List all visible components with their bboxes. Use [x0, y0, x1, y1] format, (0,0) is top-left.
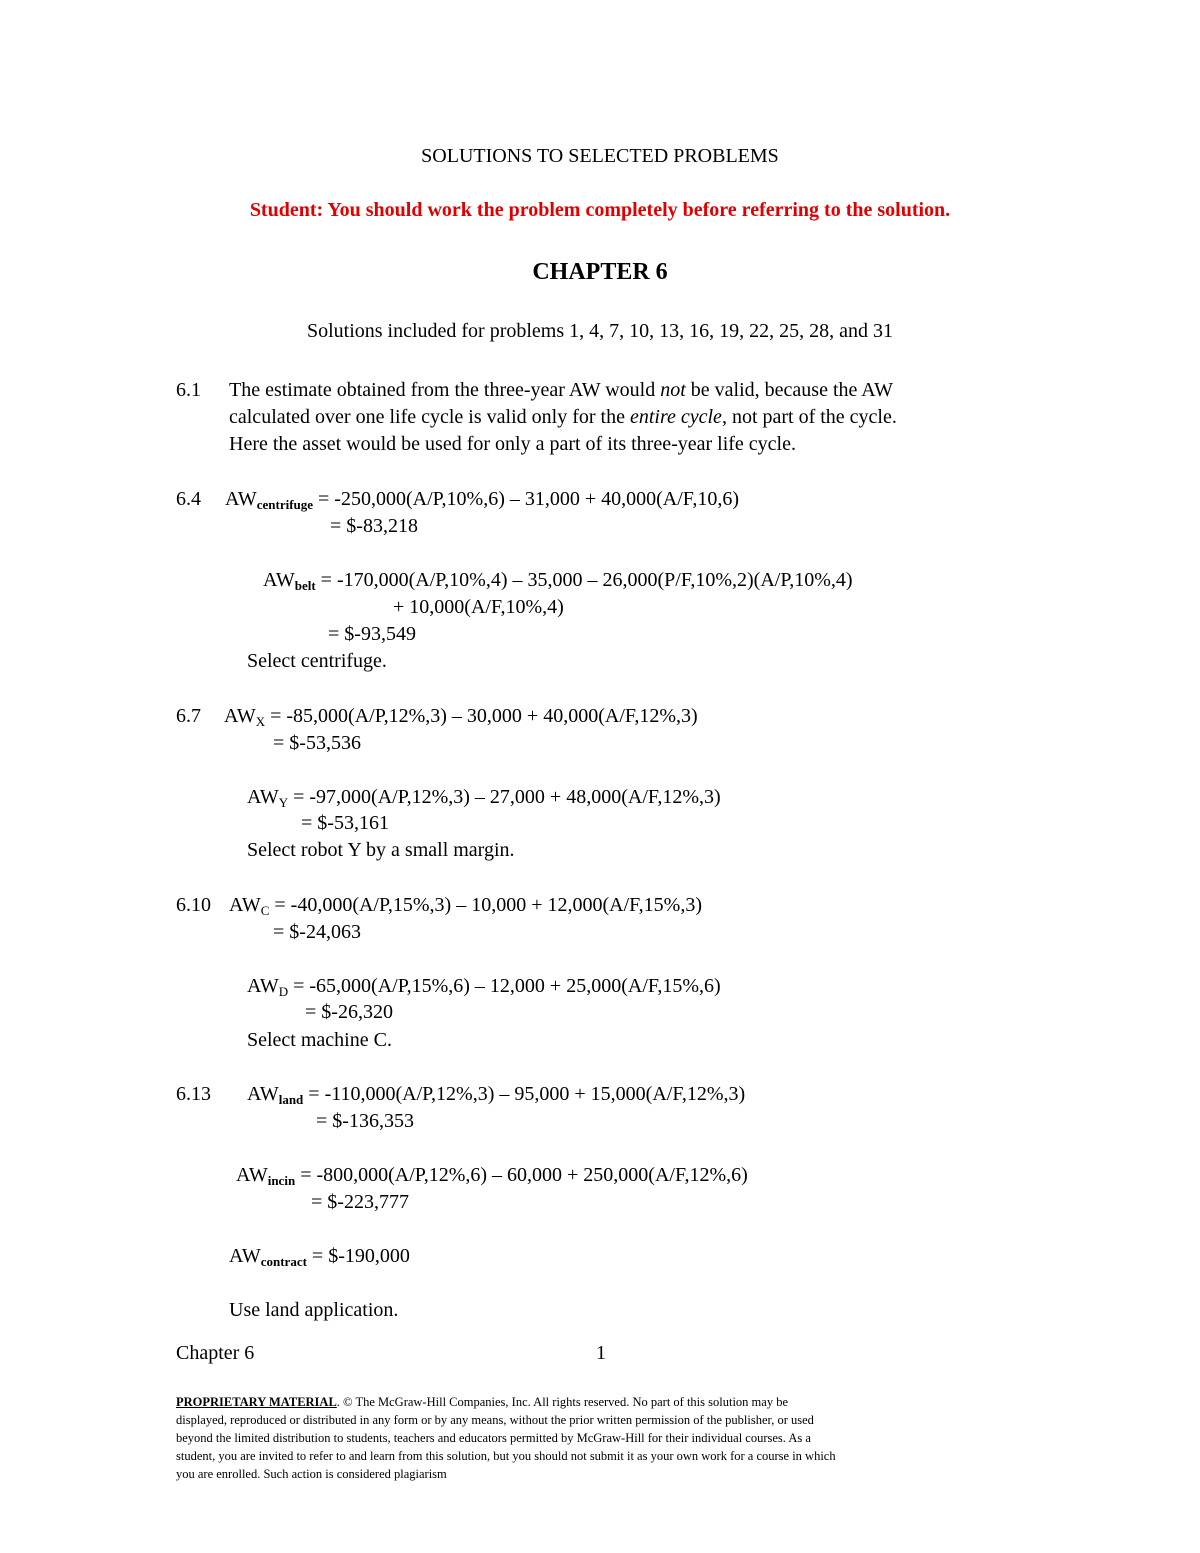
problem-6-1-line-2: calculated over one life cycle is valid only for the entire cycle, not part of the cycle.	[229, 406, 897, 428]
page-title: SOLUTIONS TO SELECTED PROBLEMS	[421, 145, 779, 167]
student-warning: Student: You should work the problem completely before referring to the solution.	[249, 199, 951, 221]
copyright-notice-line-5: you are enrolled. Such action is considered plagiarism	[176, 1467, 447, 1481]
chapter-heading: CHAPTER 6	[532, 259, 668, 285]
copyright-notice-line-4: student, you are invited to refer to and learn from this solution, but you should not submit it as your own work for a course in which	[176, 1449, 836, 1463]
problem-6-1-line-1: The estimate obtained from the three-year AW would not be valid, because the AW	[229, 379, 893, 401]
problem-number: 6.4	[176, 488, 201, 510]
result-aw-y: = $-53,161	[301, 812, 389, 834]
result-aw-centrifuge: = $-83,218	[330, 515, 418, 537]
equation-aw-land: $AW_{land} = -110,000(A/P,12\%,3) - 95,000 + 15,000(A/F,12\%,3)$	[247, 1083, 746, 1107]
copyright-notice-line-3: beyond the limited distribution to students, teachers and educators permitted by McGraw-Hill for their individual courses. As a	[176, 1431, 811, 1445]
included-problems: Solutions included for problems 1, 4, 7, 10, 13, 16, 19, 22, 25, 28, and 31	[306, 320, 894, 342]
result-aw-x: = $-53,536	[273, 732, 361, 754]
equation-aw-d: $AW_D = -65,000(A/P,15\%,6) - 12,000 + 25,000(A/F,15\%,6)$	[247, 975, 721, 999]
selection-text: Select centrifuge.	[247, 650, 387, 672]
equation-aw-belt: $AW_{belt} = -170,000(A/P,10\%,4) - 35,000 - 26,000(P/F,10\%,2)(A/P,10\%,4)$	[263, 569, 853, 593]
equation-aw-belt-cont: + 10,000(A/F,10%,4)	[393, 596, 564, 618]
equation-aw-c: $AW_C = -40,000(A/P,15\%,3) - 10,000 + 12,000(A/F,15\%,3)$	[229, 894, 702, 918]
problem-number: 6.10	[176, 894, 211, 916]
equation-aw-x: $AW_X = -85,000(A/P,12\%,3) - 30,000 + 40,000(A/F,12\%,3)$	[224, 705, 698, 729]
result-aw-d: = $-26,320	[305, 1001, 393, 1023]
selection-text: Select robot Y by a small margin.	[247, 839, 515, 861]
problem-6-1-line-3: Here the asset would be used for only a part of its three-year life cycle.	[229, 433, 796, 455]
problem-number: 6.13	[176, 1083, 211, 1105]
footer-chapter: Chapter 6	[176, 1342, 255, 1364]
selection-text: Select machine C.	[247, 1029, 392, 1051]
result-aw-incin: = $-223,777	[311, 1191, 409, 1213]
problem-number: 6.1	[176, 379, 201, 401]
copyright-notice-line-1: PROPRIETARY MATERIAL. © The McGraw-Hill Companies, Inc. All rights reserved. No part of this solution may be	[176, 1395, 788, 1409]
equation-aw-y: $AW_Y = -97,000(A/P,12\%,3) - 27,000 + 48,000(A/F,12\%,3)$	[247, 786, 721, 810]
problem-number: 6.7	[176, 705, 201, 727]
page-number: 1	[596, 1342, 606, 1364]
selection-text: Use land application.	[229, 1299, 399, 1321]
result-aw-belt: = $-93,549	[328, 623, 416, 645]
equation-aw-contract: $AW_{contract}$ = $-190,000	[229, 1245, 410, 1269]
copyright-notice-line-2: displayed, reproduced or distributed in any form or by any means, without the prior written permission of the publisher, or used	[176, 1413, 814, 1427]
equation-aw-centrifuge: $AW_{centrifuge} = -250,000(A/P,10\%,6) - 31,000 + 40,000(A/F,10,6)$	[225, 488, 739, 512]
result-aw-land: = $-136,353	[316, 1110, 414, 1132]
equation-aw-incin: $AW_{incin} = -800,000(A/P,12\%,6) - 60,000 + 250,000(A/F,12\%,6)$	[236, 1164, 748, 1188]
result-aw-c: = $-24,063	[273, 921, 361, 943]
